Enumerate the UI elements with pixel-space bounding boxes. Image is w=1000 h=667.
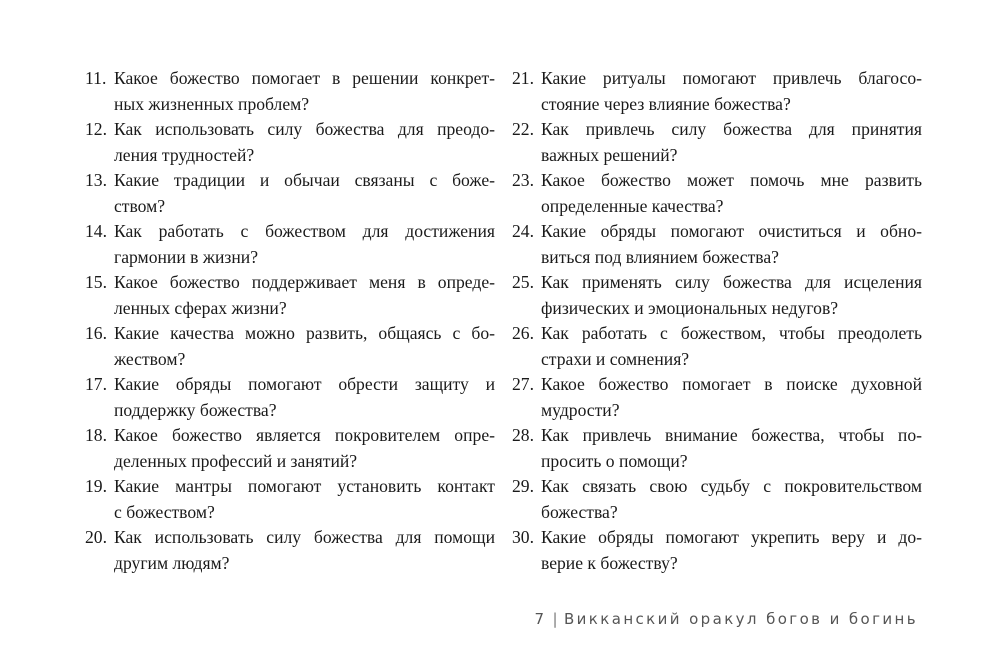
question-text-line: гармонии в жизни? [114, 246, 258, 267]
question-number: 13. [85, 170, 107, 190]
question-number: 14. [85, 221, 107, 241]
question-number: 30. [512, 527, 534, 547]
question-number: 27. [512, 374, 534, 394]
question-number: 26. [512, 323, 534, 343]
question-item [512, 525, 922, 576]
question-text-line: поддержку божества? [114, 399, 277, 420]
question-item [512, 321, 922, 372]
page-number: 7 [534, 610, 547, 628]
question-item [85, 270, 495, 321]
question-item [512, 474, 922, 525]
page-footer [535, 610, 918, 628]
question-text-line: Как использовать силу божества для помощи [114, 527, 495, 547]
question-text-line: Как привлечь внимание божества, чтобы по- [541, 425, 922, 445]
question-number: 17. [85, 374, 107, 394]
question-item [512, 117, 922, 168]
question-item [512, 168, 922, 219]
question-text-line: Какие традиции и обычаи связаны с боже- [114, 170, 495, 190]
question-text-line: Какие качества можно развить, общаясь с бо- [114, 323, 495, 343]
question-text-line: Какое божество помогает в решении конкрет- [114, 68, 495, 88]
question-text-line: верие к божеству? [541, 552, 678, 573]
question-text-line: Как работать с божеством для достижения [114, 221, 495, 241]
question-number: 29. [512, 476, 534, 496]
question-text-line: ления трудностей? [114, 144, 255, 165]
question-number: 11. [85, 68, 107, 88]
question-number: 28. [512, 425, 534, 445]
question-text-line: Как использовать силу божества для преодо- [114, 119, 495, 139]
question-item [85, 219, 495, 270]
question-item [512, 372, 922, 423]
question-item [85, 321, 495, 372]
question-item [85, 372, 495, 423]
question-text-line: Какое божество помогает в поиске духовной [541, 374, 922, 394]
question-text-line: Какое божество является покровителем опре- [114, 425, 495, 445]
question-text-line: стояние через влияние божества? [541, 93, 791, 114]
question-item [85, 117, 495, 168]
question-item [512, 66, 922, 117]
question-item [512, 423, 922, 474]
question-text-line: ством? [114, 195, 166, 216]
question-text-line: ленных сферах жизни? [114, 297, 287, 318]
question-text-line: определенные качества? [541, 195, 724, 216]
question-text-line: Какие мантры помогают установить контакт [114, 476, 495, 496]
question-text-line: виться под влиянием божества? [541, 246, 779, 267]
question-item [512, 219, 922, 270]
question-item [85, 474, 495, 525]
question-number: 16. [85, 323, 107, 343]
question-text-line: жеством? [114, 348, 186, 369]
question-number: 19. [85, 476, 107, 496]
question-text-line: Какое божество может помочь мне развить [541, 170, 922, 190]
question-number: 22. [512, 119, 534, 139]
question-text-line: Какие обряды помогают укрепить веру и до- [541, 527, 922, 547]
question-item [85, 168, 495, 219]
question-number: 15. [85, 272, 107, 292]
question-text-line: просить о помощи? [541, 450, 688, 471]
right-question-column [512, 66, 922, 576]
question-text-line: Какие ритуалы помогают привлечь благосо- [541, 68, 922, 88]
question-item [85, 66, 495, 117]
left-question-column [85, 66, 495, 576]
question-number: 23. [512, 170, 534, 190]
question-text-line: страхи и сомнения? [541, 348, 690, 369]
question-number: 18. [85, 425, 107, 445]
question-text-line: с божеством? [114, 501, 215, 522]
question-text-line: Какое божество поддерживает меня в опреде- [114, 272, 495, 292]
question-number: 21. [512, 68, 534, 88]
question-text-line: деленных профессий и занятий? [114, 450, 358, 471]
question-item [512, 270, 922, 321]
footer-separator: | [552, 610, 560, 628]
question-text-line: физических и эмоциональных недугов? [541, 297, 839, 318]
question-text-line: Как связать свою судьбу с покровительством [541, 476, 922, 496]
book-title: Викканский оракул богов и богинь [563, 610, 918, 628]
question-text-line: Какие обряды помогают обрести защиту и [114, 374, 495, 394]
question-text-line: мудрости? [541, 399, 620, 420]
question-text-line: Какие обряды помогают очиститься и обно- [541, 221, 922, 241]
question-text-line: божества? [541, 501, 618, 522]
question-number: 20. [85, 527, 107, 547]
question-number: 24. [512, 221, 534, 241]
question-item [85, 525, 495, 576]
question-text-line: ных жизненных проблем? [114, 93, 310, 114]
question-number: 12. [85, 119, 107, 139]
question-text-line: Как применять силу божества для исцеления [541, 272, 922, 292]
question-number: 25. [512, 272, 534, 292]
question-text-line: важных решений? [541, 144, 678, 165]
question-item [85, 423, 495, 474]
question-text-line: Как работать с божеством, чтобы преодолеть [541, 323, 922, 343]
question-text-line: Как привлечь силу божества для принятия [541, 119, 922, 139]
question-text-line: другим людям? [114, 552, 230, 573]
